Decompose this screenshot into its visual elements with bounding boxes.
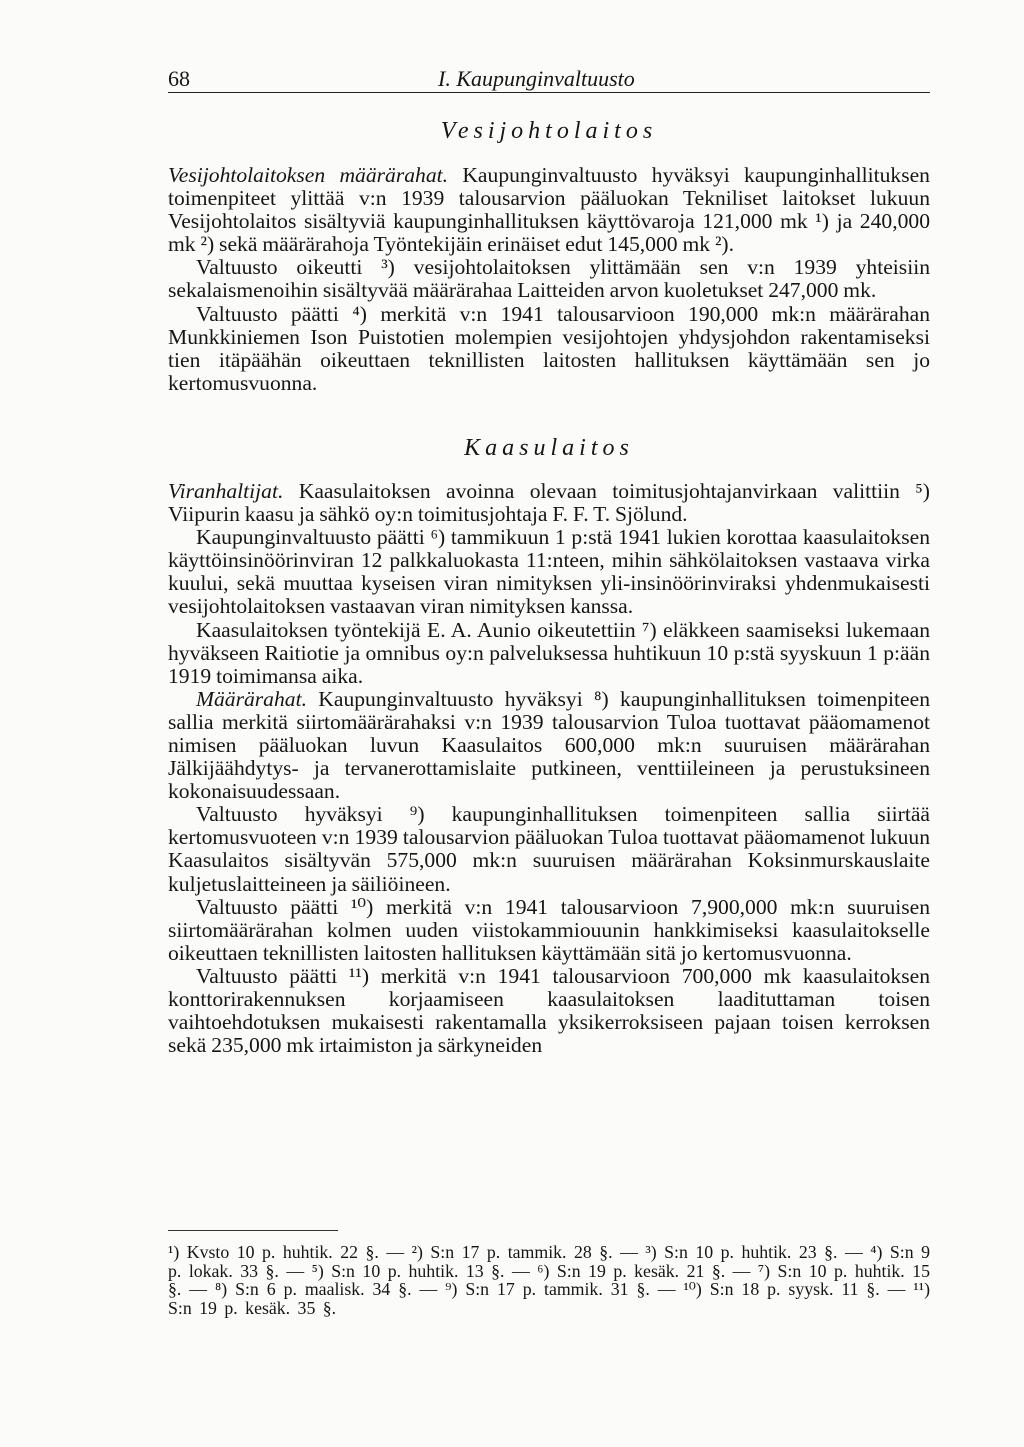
paragraph: Valtuusto päätti ¹¹) merkitä v:n 1941 talousarvioon 700,000 mk kaasulaitoksen konttorirakennuksen korjaamiseen kaasulaitoksen laadituttaman toisen vaihtoehdotuksen mukaisesti rakentamalla yksikerroksiseen pajaan toisen kerroksen sekä 235,000 mk irtaimiston ja särkyneiden xyxy=(168,963,930,1058)
paragraph: Kaasulaitoksen työntekijä E. A. Aunio oikeutettiin ⁷) eläkkeen saamiseksi lukemaan hyväkseen Raitiotie ja omnibus oy:n palveluksessa huhtikuun 10 p:stä syyskuun 1 p:ään 1919 toimimansa aika. xyxy=(168,617,930,688)
footnote-rule xyxy=(168,1230,338,1231)
running-head: I. Kaupunginvaltuusto xyxy=(438,66,635,91)
paragraph xyxy=(168,480,930,526)
paragraph-text: Kaupunginvaltuusto hyväksyi ⁸) kaupunginhallituksen toimenpiteen sallia merkitä siirtomäärärahaksi v:n 1939 talousarvion Tuloa tuottavat pääomamenot nimisen pääluokan luvun Kaasulaitos 600,000 mk:n suuruisen määrärahan Jälkijäähdytys- ja tervanerottamislaite putkineen, venttiileineen ja perustuksineen kokonaisuudessaan. xyxy=(168,686,930,804)
paragraph-text: Kaasulaitoksen avoinna olevaan toimitusjohtajanvirkaan valittiin ⁵) Viipurin kaasu ja sähkö oy:n toimitusjohtaja F. F. T. Sjölund. xyxy=(168,478,930,527)
footnotes-text: ¹) Kvsto 10 p. huhtik. 22 §. — ²) S:n 17 p. tammik. 28 §. — ³) S:n 10 p. huhtik. 23 §. — ⁴) S:n 9 p. lokak. 33 §. — ⁵) S:n 10 p. huhtik. 13 §. — ⁶) S:n 19 p. kesäk. 21 §. — ⁷) S:n 10 p. huhtik. 15 §. — ⁸) S:n 6 p. maalisk. 34 §. — ⁹) S:n 17 p. tammik. 31 §. — ¹⁰) S:n 18 p. syysk. 11 §. — ¹¹) S:n 19 p. kesäk. 35 §. xyxy=(168,1242,930,1318)
paragraph xyxy=(168,688,930,803)
page-header xyxy=(168,62,930,93)
section-title-vesijohtolaitos: Vesijohtolaitos xyxy=(440,118,658,144)
paragraph-lead: Viranhaltijat. xyxy=(168,478,284,503)
paragraph: Valtuusto päätti ¹⁰) merkitä v:n 1941 talousarvioon 7,900,000 mk:n suuruisen siirtomäärärahan kolmen uuden viistokammiouunin hankkimiseksi kaasulaitokselle oikeuttaen teknillisten laitosten hallituksen käyttämään sitä jo kertomusvuonna. xyxy=(168,894,930,965)
paragraph-lead: Vesijohtolaitoksen määrärahat. xyxy=(168,163,449,187)
paragraph-text: Kaupunginvaltuusto hyväksyi kaupunginhallituksen toimenpiteet ylittää v:n 1939 talousarvion pääluokan Tekniliset laitokset lukuun Vesijohtolaitos sisältyviä kaupunginhallituksen käyttövaroja 121,000 mk ¹) ja 240,000 mk ²) sekä määrärahoja Työntekijäin erinäiset edut 145,000 mk ²). xyxy=(168,163,930,257)
page-body xyxy=(168,118,930,1057)
footnotes xyxy=(168,1243,930,1317)
section-title-kaasulaitos: Kaasulaitos xyxy=(464,434,634,461)
page-number: 68 xyxy=(168,66,190,91)
paragraph: Valtuusto hyväksyi ⁹) kaupunginhallituksen toimenpiteen sallia siirtää kertomusvuoteen v:n 1939 talousarvion pääluokan Tuloa tuottavat pääomamenot lukuun Kaasulaitos sisältyvän 575,000 mk:n suuruisen määrärahan Koksinmurskauslaite kuljetuslaitteineen ja säiliöineen. xyxy=(168,802,930,896)
paragraph: Kaupunginvaltuusto päätti ⁶) tammikuun 1 p:stä 1941 lukien korottaa kaasulaitoksen käyttöinsinöörinviran 12 palkkaluokasta 11:nteen, mihin sähkölaitoksen vastaava virka kuului, sekä muuttaa kyseisen viran nimityksen yli-insinöörinviraksi yhdenmukaisesti vesijohtolaitoksen vastaavan viran nimityksen kanssa. xyxy=(168,525,930,619)
paragraph: Valtuusto päätti ⁴) merkitä v:n 1941 talousarvioon 190,000 mk:n määrärahan Munkkiniemen Ison Puistotien molempien vesijohtojen yhdysjohdon rakentamiseksi tien itäpäähän oikeuttaen teknillisten laitosten hallituksen käyttämään sen jo kertomusvuonna. xyxy=(168,301,930,395)
paragraph xyxy=(168,164,930,256)
paragraph-lead: Määrärahat. xyxy=(196,686,307,711)
paragraph: Valtuusto oikeutti ³) vesijohtolaitoksen ylittämään sen v:n 1939 yhteisiin sekalaismenoihin sisältyvää määrärahaa Laitteiden arvon kuoletukset 247,000 mk. xyxy=(168,255,930,303)
